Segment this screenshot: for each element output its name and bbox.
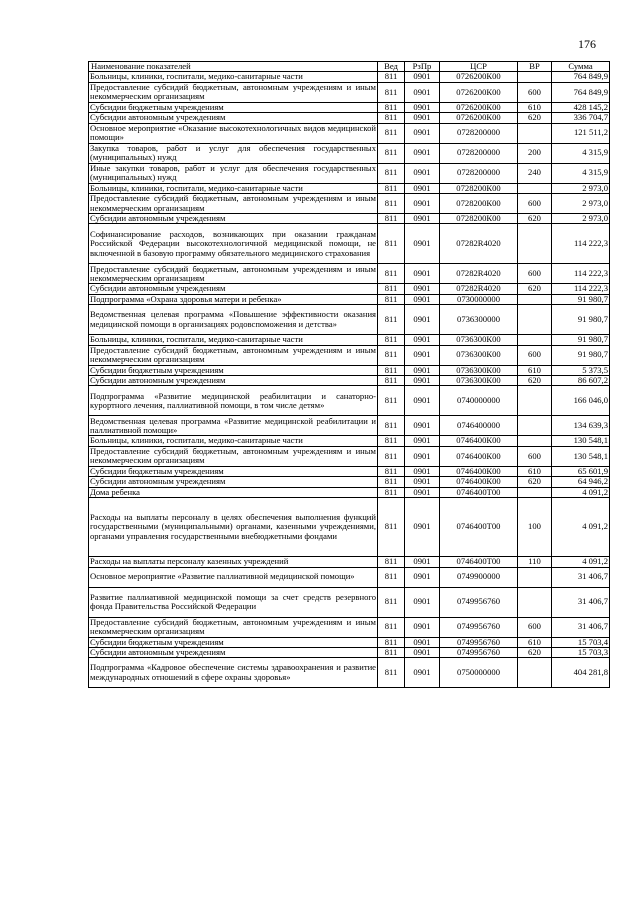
table-row xyxy=(89,224,610,264)
row-csr: 0746400К00 xyxy=(440,477,518,487)
row-sum: 121 511,2 xyxy=(552,123,610,143)
row-rzpr: 0901 xyxy=(405,477,440,487)
table-row xyxy=(89,436,610,446)
row-ved: 811 xyxy=(378,386,405,416)
row-rzpr: 0901 xyxy=(405,376,440,386)
table-row xyxy=(89,264,610,284)
table-row xyxy=(89,102,610,112)
table-row xyxy=(89,113,610,123)
row-sum: 114 222,3 xyxy=(552,284,610,294)
row-sum: 2 973,0 xyxy=(552,214,610,224)
row-name: Софинансирование расходов, возникающих при оказании гражданам Российской Федерации высокотехнологичной медицинской помощи, не включенной в базовую программу обязательного медицинского страхования xyxy=(89,224,378,264)
table-row xyxy=(89,214,610,224)
table-row xyxy=(89,446,610,466)
row-name: Предоставление субсидий бюджетным, автономным учреждениям и иным некоммерческим организациям xyxy=(90,263,376,283)
row-vr: 620 xyxy=(518,113,552,123)
row-csr: 0746400000 xyxy=(440,416,518,436)
row-csr: 0749956760 xyxy=(440,587,518,617)
header-ved: Вед xyxy=(378,62,405,72)
row-sum: 15 703,3 xyxy=(552,647,610,657)
row-vr: 620 xyxy=(518,214,552,224)
row-rzpr: 0901 xyxy=(405,305,440,335)
row-name: Больницы, клиники, госпитали, медико-санитарные части xyxy=(89,335,378,345)
row-ved: 811 xyxy=(378,466,405,476)
row-ved: 811 xyxy=(378,617,405,637)
table-row xyxy=(89,637,610,647)
table-row xyxy=(89,416,610,436)
row-ved: 811 xyxy=(378,224,405,264)
row-sum: 166 046,0 xyxy=(552,386,610,416)
row-vr: 110 xyxy=(518,557,552,567)
row-rzpr: 0901 xyxy=(405,143,440,163)
row-vr: 600 xyxy=(518,617,552,637)
row-vr: 240 xyxy=(518,163,552,183)
table-row xyxy=(89,477,610,487)
table-body xyxy=(89,72,610,688)
row-vr xyxy=(518,224,552,264)
table-row xyxy=(89,294,610,304)
row-vr: 620 xyxy=(518,477,552,487)
row-vr xyxy=(518,658,552,688)
row-rzpr: 0901 xyxy=(405,224,440,264)
row-csr: 0726200К00 xyxy=(440,113,518,123)
table-row xyxy=(89,143,610,163)
row-name: Предоставление субсидий бюджетным, автономным учреждениям и иным некоммерческим организациям xyxy=(90,344,376,365)
row-sum: 4 315,9 xyxy=(552,163,610,183)
row-csr: 0746400Т00 xyxy=(440,557,518,567)
row-ved: 811 xyxy=(378,658,405,688)
row-csr: 0728200000 xyxy=(440,123,518,143)
row-vr xyxy=(518,123,552,143)
row-rzpr: 0901 xyxy=(405,72,440,82)
row-ved: 811 xyxy=(378,214,405,224)
row-csr: 0736300К00 xyxy=(440,335,518,345)
table-row xyxy=(89,647,610,657)
row-vr xyxy=(518,305,552,335)
row-csr: 0728200000 xyxy=(440,143,518,163)
row-sum: 2 973,0 xyxy=(552,194,610,214)
row-vr: 200 xyxy=(518,143,552,163)
row-csr: 0736300К00 xyxy=(440,376,518,386)
row-rzpr: 0901 xyxy=(405,658,440,688)
row-csr: 07282R4020 xyxy=(440,264,518,284)
header-vr: ВР xyxy=(518,62,552,72)
row-vr: 600 xyxy=(518,264,552,284)
row-csr: 0728200К00 xyxy=(440,194,518,214)
row-csr: 0750000000 xyxy=(440,658,518,688)
row-ved: 811 xyxy=(378,72,405,82)
table-row xyxy=(89,82,610,102)
row-rzpr: 0901 xyxy=(405,436,440,446)
row-ved: 811 xyxy=(378,284,405,294)
row-sum: 91 980,7 xyxy=(552,305,610,335)
page-number: 176 xyxy=(578,37,596,51)
table-row xyxy=(89,345,610,365)
row-rzpr: 0901 xyxy=(405,335,440,345)
table-row xyxy=(89,365,610,375)
row-ved: 811 xyxy=(378,498,405,557)
row-sum: 2 973,0 xyxy=(552,183,610,193)
row-name: Расходы на выплаты персоналу казенных учреждений xyxy=(89,557,378,567)
row-vr: 100 xyxy=(518,498,552,557)
row-sum: 764 849,9 xyxy=(552,72,610,82)
row-name: Субсидии бюджетным учреждениям xyxy=(89,102,378,112)
row-vr: 600 xyxy=(518,345,552,365)
row-ved: 811 xyxy=(378,446,405,466)
row-name: Больницы, клиники, госпитали, медико-санитарные части xyxy=(89,183,378,193)
row-csr: 07282R4020 xyxy=(440,224,518,264)
row-sum: 91 980,7 xyxy=(552,294,610,304)
table-row xyxy=(89,183,610,193)
row-vr: 600 xyxy=(518,446,552,466)
row-sum: 404 281,8 xyxy=(552,658,610,688)
row-name: Подпрограмма «Охрана здоровья матери и ребенка» xyxy=(89,294,378,304)
row-rzpr: 0901 xyxy=(405,345,440,365)
row-name: Субсидии автономным учреждениям xyxy=(89,647,378,657)
row-ved: 811 xyxy=(378,647,405,657)
row-sum: 764 849,9 xyxy=(552,82,610,102)
row-name: Больницы, клиники, госпитали, медико-санитарные части xyxy=(89,436,378,446)
row-rzpr: 0901 xyxy=(405,294,440,304)
table-row xyxy=(89,587,610,617)
row-rzpr: 0901 xyxy=(405,123,440,143)
row-name: Субсидии автономным учреждениям xyxy=(89,214,378,224)
table-row xyxy=(89,386,610,416)
row-rzpr: 0901 xyxy=(405,284,440,294)
row-ved: 811 xyxy=(378,143,405,163)
row-rzpr: 0901 xyxy=(405,446,440,466)
row-sum: 91 980,7 xyxy=(552,335,610,345)
table-row xyxy=(89,335,610,345)
row-ved: 811 xyxy=(378,567,405,587)
row-sum: 86 607,2 xyxy=(552,376,610,386)
row-sum: 91 980,7 xyxy=(552,345,610,365)
row-name: Основное мероприятие «Оказание высокотехнологичных видов медицинской помощи» xyxy=(90,122,376,143)
row-ved: 811 xyxy=(378,637,405,647)
row-vr xyxy=(518,487,552,497)
row-name: Дома ребенка xyxy=(89,487,378,497)
table-row xyxy=(89,163,610,183)
row-name: Субсидии автономным учреждениям xyxy=(89,113,378,123)
row-rzpr: 0901 xyxy=(405,194,440,214)
row-ved: 811 xyxy=(378,477,405,487)
row-rzpr: 0901 xyxy=(405,557,440,567)
header-csr: ЦСР xyxy=(440,62,518,72)
row-ved: 811 xyxy=(378,436,405,446)
row-sum: 15 703,4 xyxy=(552,637,610,647)
row-rzpr: 0901 xyxy=(405,416,440,436)
row-vr: 610 xyxy=(518,637,552,647)
row-sum: 65 601,9 xyxy=(552,466,610,476)
table-row xyxy=(89,487,610,497)
row-rzpr: 0901 xyxy=(405,102,440,112)
row-vr: 610 xyxy=(518,365,552,375)
row-ved: 811 xyxy=(378,345,405,365)
row-name: Предоставление субсидий бюджетным, автономным учреждениям и иным некоммерческим организациям xyxy=(90,193,376,213)
table-row xyxy=(89,498,610,557)
row-csr: 0746400Т00 xyxy=(440,487,518,497)
row-vr: 600 xyxy=(518,194,552,214)
row-sum: 4 091,2 xyxy=(552,557,610,567)
row-name: Субсидии автономным учреждениям xyxy=(89,477,378,487)
table-row xyxy=(89,72,610,82)
row-vr: 620 xyxy=(518,647,552,657)
row-csr: 0749956760 xyxy=(440,647,518,657)
row-sum: 114 222,3 xyxy=(552,264,610,284)
row-name: Предоставление субсидий бюджетным, автономным учреждениям и иным некоммерческим организациям xyxy=(90,616,376,636)
row-ved: 811 xyxy=(378,294,405,304)
header-sum: Сумма xyxy=(552,62,610,72)
row-vr: 600 xyxy=(518,82,552,102)
row-name: Иные закупки товаров, работ и услуг для обеспечения государственных (муниципальных) нужд xyxy=(90,162,376,183)
row-name: Предоставление субсидий бюджетным, автономным учреждениям и иным некоммерческим организациям xyxy=(90,445,376,466)
row-ved: 811 xyxy=(378,82,405,102)
row-ved: 811 xyxy=(378,123,405,143)
row-name: Субсидии бюджетным учреждениям xyxy=(89,637,378,647)
row-csr: 0726200К00 xyxy=(440,72,518,82)
row-csr: 0749900000 xyxy=(440,567,518,587)
row-vr xyxy=(518,294,552,304)
row-sum: 4 091,2 xyxy=(552,487,610,497)
row-csr: 0728200К00 xyxy=(440,214,518,224)
row-csr: 0746400К00 xyxy=(440,436,518,446)
row-rzpr: 0901 xyxy=(405,617,440,637)
row-name: Подпрограмма «Кадровое обеспечение системы здравоохранения и развитие международных отношений в сфере охраны здоровья» xyxy=(89,658,378,688)
row-rzpr: 0901 xyxy=(405,365,440,375)
row-sum: 130 548,1 xyxy=(552,436,610,446)
row-rzpr: 0901 xyxy=(405,386,440,416)
row-vr: 610 xyxy=(518,466,552,476)
table-row xyxy=(89,194,610,214)
row-rzpr: 0901 xyxy=(405,183,440,193)
row-rzpr: 0901 xyxy=(405,163,440,183)
row-rzpr: 0901 xyxy=(405,214,440,224)
row-csr: 0736300К00 xyxy=(440,365,518,375)
row-ved: 811 xyxy=(378,113,405,123)
row-ved: 811 xyxy=(378,557,405,567)
table-row xyxy=(89,284,610,294)
row-sum: 4 091,2 xyxy=(552,498,610,557)
row-name: Закупка товаров, работ и услуг для обеспечения государственных (муниципальных) нужд xyxy=(90,142,376,163)
row-vr: 620 xyxy=(518,376,552,386)
row-name: Больницы, клиники, госпитали, медико-санитарные части xyxy=(89,72,378,82)
row-name: Ведомственная целевая программа «Развитие медицинской реабилитации и паллиативной помощи» xyxy=(90,415,376,435)
row-rzpr: 0901 xyxy=(405,567,440,587)
row-csr: 0726200К00 xyxy=(440,82,518,102)
table-row xyxy=(89,567,610,587)
budget-table xyxy=(88,61,610,688)
row-vr xyxy=(518,587,552,617)
row-rzpr: 0901 xyxy=(405,264,440,284)
row-csr: 0736300000 xyxy=(440,305,518,335)
table-row xyxy=(89,466,610,476)
row-sum: 134 639,3 xyxy=(552,416,610,436)
row-name: Основное мероприятие «Развитие паллиативной медицинской помощи» xyxy=(89,567,378,587)
table-row xyxy=(89,376,610,386)
row-rzpr: 0901 xyxy=(405,113,440,123)
row-rzpr: 0901 xyxy=(405,82,440,102)
row-ved: 811 xyxy=(378,163,405,183)
row-sum: 64 946,2 xyxy=(552,477,610,487)
row-sum: 336 704,7 xyxy=(552,113,610,123)
table-row xyxy=(89,557,610,567)
row-rzpr: 0901 xyxy=(405,647,440,657)
row-sum: 428 145,2 xyxy=(552,102,610,112)
row-rzpr: 0901 xyxy=(405,637,440,647)
header-rzpr: РзПр xyxy=(405,62,440,72)
row-ved: 811 xyxy=(378,587,405,617)
row-sum: 130 548,1 xyxy=(552,446,610,466)
row-ved: 811 xyxy=(378,365,405,375)
row-csr: 0728200000 xyxy=(440,163,518,183)
row-name: Субсидии бюджетным учреждениям xyxy=(89,466,378,476)
row-ved: 811 xyxy=(378,264,405,284)
row-csr: 0746400К00 xyxy=(440,466,518,476)
row-vr xyxy=(518,436,552,446)
row-sum: 31 406,7 xyxy=(552,587,610,617)
row-name: Развитие паллиативной медицинской помощи за счет средств резервного фонда Правительства Российской Федерации xyxy=(89,587,378,617)
row-sum: 5 373,5 xyxy=(552,365,610,375)
row-csr: 0730000000 xyxy=(440,294,518,304)
row-csr: 0746400Т00 xyxy=(440,498,518,557)
row-vr xyxy=(518,183,552,193)
row-vr xyxy=(518,416,552,436)
row-rzpr: 0901 xyxy=(405,587,440,617)
row-ved: 811 xyxy=(378,376,405,386)
row-csr: 07282R4020 xyxy=(440,284,518,294)
table-row xyxy=(89,617,610,637)
row-name: Ведомственная целевая программа «Повышение эффективности оказания медицинской помощи в организациях родовспоможения и детства» xyxy=(89,305,378,335)
table-row xyxy=(89,123,610,143)
row-name: Предоставление субсидий бюджетным, автономным учреждениям и иным некоммерческим организациям xyxy=(90,81,376,102)
row-csr: 0746400К00 xyxy=(440,446,518,466)
row-csr: 0726200К00 xyxy=(440,102,518,112)
row-name: Субсидии бюджетным учреждениям xyxy=(89,365,378,375)
row-rzpr: 0901 xyxy=(405,466,440,476)
row-ved: 811 xyxy=(378,183,405,193)
table-header-row xyxy=(89,62,610,72)
row-csr: 0736300К00 xyxy=(440,345,518,365)
row-vr xyxy=(518,335,552,345)
row-sum: 31 406,7 xyxy=(552,617,610,637)
row-vr: 620 xyxy=(518,284,552,294)
row-rzpr: 0901 xyxy=(405,487,440,497)
row-csr: 0749956760 xyxy=(440,617,518,637)
table-row xyxy=(89,305,610,335)
row-name: Расходы на выплаты персоналу в целях обеспечения выполнения функций государственными (муниципальными) органами, казенными учреждениями, органами управления государственными внебюджетными фондами xyxy=(89,498,378,557)
row-ved: 811 xyxy=(378,305,405,335)
row-vr xyxy=(518,386,552,416)
row-name: Субсидии автономным учреждениям xyxy=(89,284,378,294)
row-vr xyxy=(518,72,552,82)
row-ved: 811 xyxy=(378,102,405,112)
header-name: Наименование показателей xyxy=(89,62,378,72)
row-sum: 4 315,9 xyxy=(552,143,610,163)
row-rzpr: 0901 xyxy=(405,498,440,557)
row-csr: 0740000000 xyxy=(440,386,518,416)
row-name: Подпрограмма «Развитие медицинской реабилитации и санаторно-курортного лечения, паллиативной помощи, в том числе детям» xyxy=(89,386,378,416)
row-ved: 811 xyxy=(378,194,405,214)
row-vr xyxy=(518,567,552,587)
row-vr: 610 xyxy=(518,102,552,112)
row-ved: 811 xyxy=(378,335,405,345)
row-ved: 811 xyxy=(378,416,405,436)
row-sum: 31 406,7 xyxy=(552,567,610,587)
row-csr: 0749956760 xyxy=(440,637,518,647)
table-row xyxy=(89,658,610,688)
row-ved: 811 xyxy=(378,487,405,497)
row-name: Субсидии автономным учреждениям xyxy=(89,376,378,386)
row-csr: 0728200К00 xyxy=(440,183,518,193)
row-sum: 114 222,3 xyxy=(552,224,610,264)
